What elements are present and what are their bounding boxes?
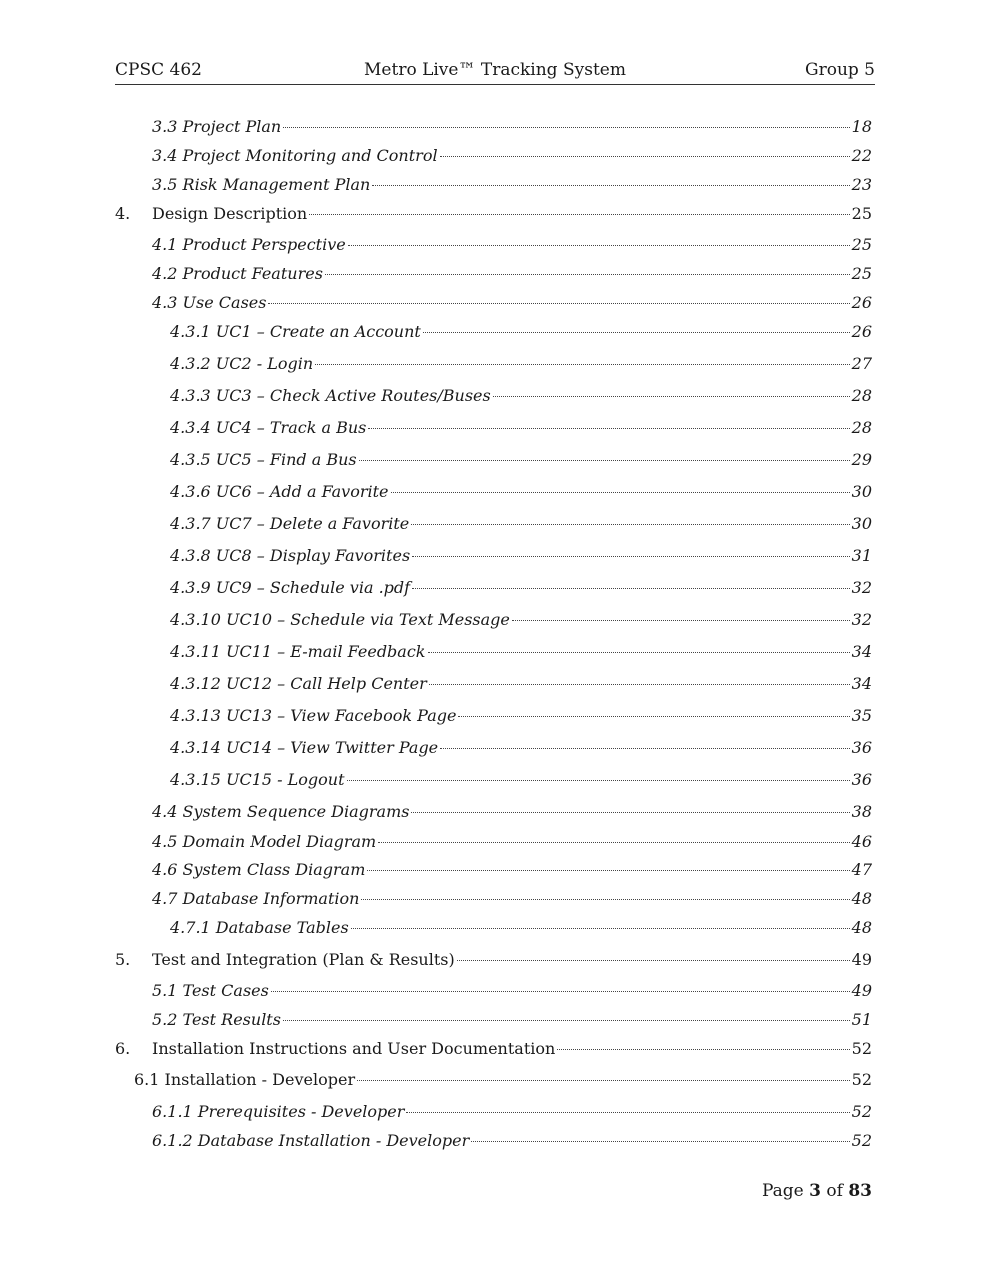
toc-entry[interactable] (170, 418, 872, 438)
toc-entry-label: Design Description (152, 204, 308, 223)
toc-entry-label: 4.3.11 UC11 – E-mail Feedback (170, 642, 426, 661)
toc-entry-page: 18 (851, 117, 872, 136)
toc-entry-page: 25 (851, 235, 872, 254)
toc-entry[interactable] (170, 738, 872, 758)
toc-entry-page: 32 (851, 578, 872, 597)
toc-entry-label: Installation Instructions and User Documentation (152, 1039, 556, 1058)
toc-entry[interactable] (170, 450, 872, 470)
toc-section-number: 4. (115, 204, 131, 223)
toc-entry-page: 28 (851, 386, 872, 405)
document-title: Metro Live™ Tracking System (364, 60, 626, 80)
toc-entry-page: 49 (851, 981, 872, 1000)
toc-entry-page: 28 (851, 418, 872, 437)
toc-entry-label: 4.3.3 UC3 – Check Active Routes/Buses (170, 386, 491, 405)
toc-entry[interactable] (134, 1070, 872, 1090)
toc-entry-label: 3.5 Risk Management Plan (152, 175, 371, 194)
toc-entry[interactable] (170, 322, 872, 342)
group-name: Group 5 (805, 60, 875, 80)
toc-entry-label: 4.1 Product Perspective (152, 235, 346, 254)
toc-section-number: 6. (115, 1039, 131, 1058)
toc-section-number: 5. (115, 950, 131, 969)
toc-entry[interactable] (170, 770, 872, 790)
toc-entry-page: 52 (851, 1102, 872, 1121)
toc-entry[interactable] (152, 1131, 872, 1151)
toc-entry-page: 49 (851, 950, 872, 969)
toc-entry-label: 4.4 System Sequence Diagrams (152, 802, 410, 821)
toc-entry-page: 31 (851, 546, 872, 565)
toc-entry-page: 34 (851, 674, 872, 693)
toc-entry-label: 6.1.2 Database Installation - Developer (152, 1131, 470, 1150)
toc-entry-label: 4.2 Product Features (152, 264, 323, 283)
toc-entry-page: 52 (851, 1039, 872, 1058)
page-footer (762, 1181, 872, 1201)
current-page-number: 3 (809, 1181, 821, 1201)
toc-entry-page: 30 (851, 514, 872, 533)
course-code: CPSC 462 (115, 60, 202, 80)
page-label: Page (761, 1181, 804, 1201)
toc-entry-label: 4.3.4 UC4 – Track a Bus (170, 418, 367, 437)
toc-entry-label: 4.3.14 UC14 – View Twitter Page (170, 738, 439, 757)
toc-entry-page: 36 (851, 770, 872, 789)
toc-entry[interactable] (152, 1010, 872, 1030)
toc-entry-label: 5.1 Test Cases (152, 981, 269, 1000)
toc-entry-page: 35 (851, 706, 872, 725)
toc-entry-label: 4.7.1 Database Tables (170, 918, 349, 937)
toc-entry-label: 4.3.10 UC10 – Schedule via Text Message (170, 610, 510, 629)
toc-entry-page: 51 (851, 1010, 872, 1029)
toc-entry-page: 25 (851, 204, 872, 223)
page-header (115, 60, 875, 85)
toc-entry[interactable] (170, 578, 872, 598)
toc-entry-label: 4.3.13 UC13 – View Facebook Page (170, 706, 457, 725)
toc-entry-label: 4.3.7 UC7 – Delete a Favorite (170, 514, 410, 533)
toc-entry[interactable] (170, 642, 872, 662)
toc-entry-label: 4.6 System Class Diagram (152, 860, 366, 879)
toc-entry-page: 47 (851, 860, 872, 879)
toc-entry-page: 26 (851, 322, 872, 341)
toc-entry[interactable] (170, 354, 872, 374)
toc-entry-label: 5.2 Test Results (152, 1010, 281, 1029)
toc-entry[interactable] (170, 610, 872, 630)
toc-entry-page: 52 (851, 1070, 872, 1089)
toc-entry-label: 4.3.12 UC12 – Call Help Center (170, 674, 427, 693)
toc-entry-page: 52 (851, 1131, 872, 1150)
toc-entry[interactable] (152, 981, 872, 1001)
toc-entry[interactable] (152, 117, 872, 137)
toc-section-entry[interactable] (115, 1039, 872, 1059)
toc-entry-page: 30 (851, 482, 872, 501)
toc-entry[interactable] (152, 175, 872, 195)
toc-entry[interactable] (152, 264, 872, 284)
toc-entry-label: 4.7 Database Information (152, 889, 360, 908)
toc-entry-page: 36 (851, 738, 872, 757)
toc-entry-page: 48 (851, 889, 872, 908)
toc-entry-label: 4.3.15 UC15 - Logout (170, 770, 345, 789)
toc-entry-label: 6.1.1 Prerequisites - Developer (152, 1102, 405, 1121)
toc-entry-page: 27 (851, 354, 872, 373)
toc-entry-page: 23 (851, 175, 872, 194)
toc-entry-page: 34 (851, 642, 872, 661)
toc-entry-label: 3.3 Project Plan (152, 117, 282, 136)
toc-entry[interactable] (170, 674, 872, 694)
toc-entry[interactable] (152, 832, 872, 852)
toc-entry[interactable] (152, 860, 872, 880)
toc-entry[interactable] (170, 706, 872, 726)
toc-entry[interactable] (152, 889, 872, 909)
toc-entry-label: 4.3.5 UC5 – Find a Bus (170, 450, 357, 469)
toc-entry-page: 29 (851, 450, 872, 469)
total-page-count: 83 (848, 1181, 872, 1201)
toc-entry[interactable] (152, 146, 872, 166)
toc-entry[interactable] (170, 482, 872, 502)
toc-entry-page: 25 (851, 264, 872, 283)
toc-entry[interactable] (170, 386, 872, 406)
toc-entry-label: 4.3.6 UC6 – Add a Favorite (170, 482, 389, 501)
toc-entry-label: Test and Integration (Plan & Results) (152, 950, 455, 969)
toc-entry[interactable] (152, 1102, 872, 1122)
toc-entry[interactable] (170, 514, 872, 534)
toc-entry[interactable] (152, 293, 872, 313)
toc-entry[interactable] (152, 802, 872, 822)
toc-entry-page: 26 (851, 293, 872, 312)
toc-entry-page: 32 (851, 610, 872, 629)
toc-entry-label: 4.3.2 UC2 - Login (170, 354, 314, 373)
toc-entry-label: 4.3.9 UC9 – Schedule via .pdf (170, 578, 411, 597)
toc-entry-label: 3.4 Project Monitoring and Control (152, 146, 438, 165)
toc-entry[interactable] (170, 546, 872, 566)
page-of-label: of (826, 1181, 843, 1201)
toc-section-entry[interactable] (115, 950, 872, 970)
toc-entry[interactable] (170, 918, 872, 938)
toc-section-entry[interactable] (115, 204, 872, 224)
toc-entry-page: 48 (851, 918, 872, 937)
toc-entry-page: 22 (851, 146, 872, 165)
toc-entry[interactable] (152, 235, 872, 255)
toc-entry-page: 38 (851, 802, 872, 821)
toc-entry-label: 4.3.1 UC1 – Create an Account (170, 322, 421, 341)
toc-entry-label: 4.3 Use Cases (152, 293, 267, 312)
toc-entry-label: 4.5 Domain Model Diagram (152, 832, 377, 851)
toc-entry-page: 46 (851, 832, 872, 851)
toc-entry-label: 6.1 Installation - Developer (134, 1070, 356, 1089)
toc-entry-label: 4.3.8 UC8 – Display Favorites (170, 546, 411, 565)
